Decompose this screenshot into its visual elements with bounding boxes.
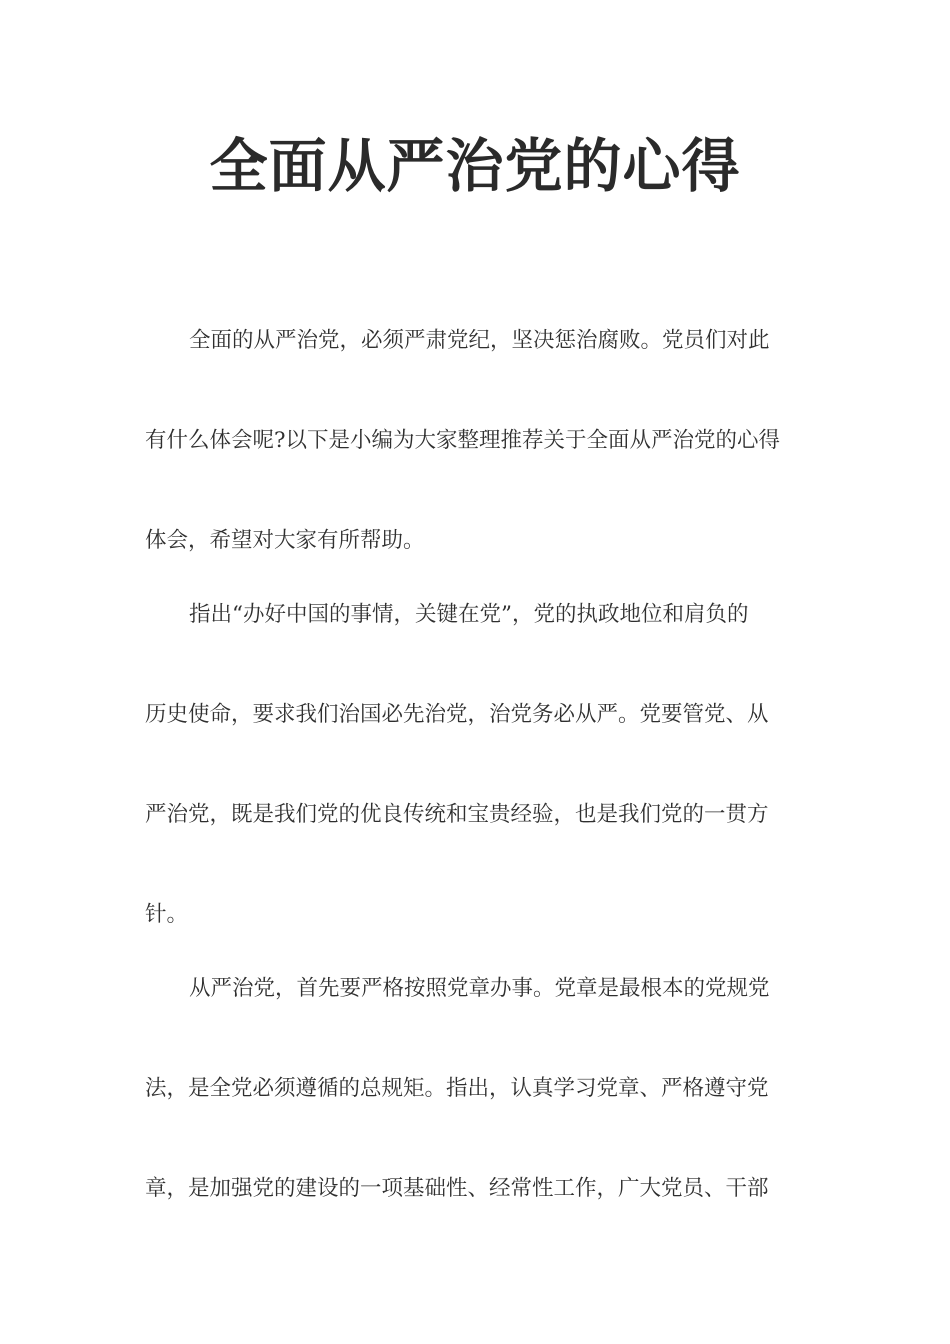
paragraph-line: 法，是全党必须遵循的总规矩。指出，认真学习党章、严格遵守党	[145, 1076, 769, 1101]
paragraph-line: 针。	[145, 902, 189, 927]
paragraph-line: 严治党，既是我们党的优良传统和宝贵经验，也是我们党的一贯方	[145, 802, 769, 827]
paragraph-line: 章，是加强党的建设的一项基础性、经常性工作，广大党员、干部	[145, 1176, 769, 1201]
paragraph-line: 体会，希望对大家有所帮助。	[145, 528, 425, 553]
paragraph-line: 指出“办好中国的事情，关键在党”，党的执政地位和肩负的	[189, 602, 749, 627]
document-title: 全面从严治党的心得	[209, 132, 741, 200]
paragraph-line: 有什么体会呢?以下是小编为大家整理推荐关于全面从严治党的心得	[145, 428, 781, 453]
paragraph-line: 历史使命，要求我们治国必先治党，治党务必从严。党要管党、从	[145, 702, 769, 727]
paragraph-line: 全面的从严治党，必须严肃党纪，坚决惩治腐败。党员们对此	[189, 328, 770, 353]
paragraph-line: 从严治党，首先要严格按照党章办事。党章是最根本的党规党	[189, 976, 770, 1001]
